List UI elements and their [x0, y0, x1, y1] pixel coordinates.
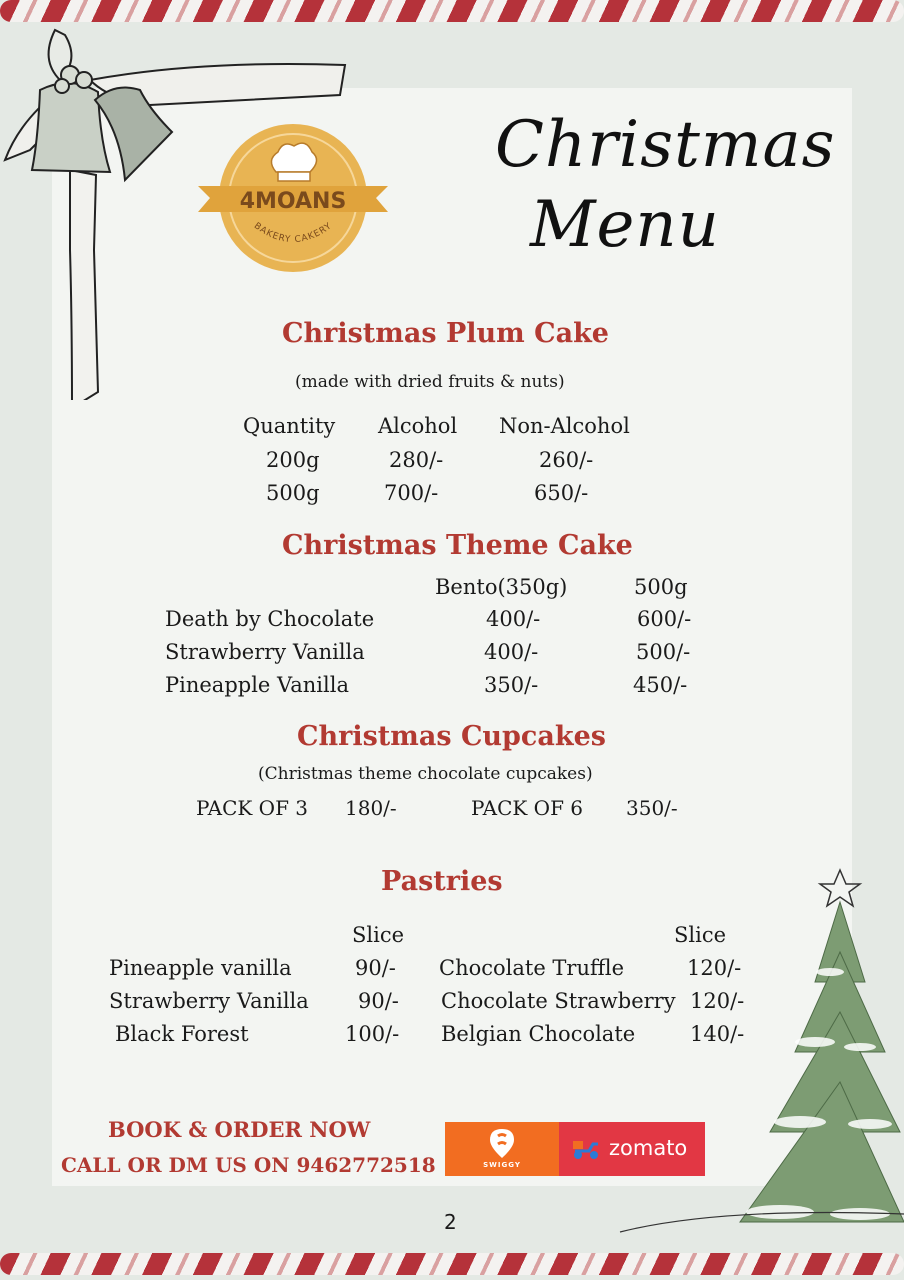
- scooter-icon: [571, 1138, 601, 1160]
- plum-row-nonalc: 650/-: [534, 481, 589, 505]
- logo-brand: 4MOANS: [239, 189, 347, 214]
- pastry-name: Strawberry Vanilla: [109, 989, 309, 1013]
- theme-item-bento: 400/-: [484, 640, 539, 664]
- christmas-tree-decoration: [600, 862, 904, 1242]
- cta-call-number: CALL OR DM US ON 9462772518: [61, 1153, 436, 1177]
- plum-header-nonalcohol: Non-Alcohol: [499, 414, 630, 438]
- swiggy-badge[interactable]: [445, 1122, 559, 1176]
- plum-header-quantity: Quantity: [243, 414, 336, 438]
- theme-item-name: Strawberry Vanilla: [165, 640, 365, 664]
- delivery-partners: [445, 1122, 705, 1176]
- theme-item-bento: 400/-: [486, 607, 541, 631]
- logo-tagline: BAKERY CAKERY: [251, 221, 335, 246]
- swiggy-icon: [488, 1127, 516, 1159]
- theme-item-500g: 500/-: [636, 640, 691, 664]
- theme-header-bento: Bento(350g): [435, 575, 568, 599]
- theme-heading: Christmas Theme Cake: [282, 530, 633, 561]
- cta-book-order: BOOK & ORDER NOW: [108, 1117, 371, 1142]
- pack-label: PACK OF 3: [196, 796, 309, 820]
- pastries-heading: Pastries: [381, 866, 503, 897]
- theme-item-name: Death by Chocolate: [165, 607, 375, 631]
- theme-item-bento: 350/-: [484, 673, 539, 697]
- title-line1: Christmas: [495, 108, 836, 182]
- pastry-name: Chocolate Truffle: [439, 956, 625, 980]
- pastries-slice-header: Slice: [674, 923, 727, 947]
- plum-row-alc: 700/-: [384, 481, 439, 505]
- plum-row-qty: 500g: [266, 481, 320, 505]
- theme-header-500g: 500g: [634, 575, 688, 599]
- theme-item-500g: 600/-: [637, 607, 692, 631]
- pastry-name: Belgian Chocolate: [441, 1022, 636, 1046]
- plum-note: (made with dried fruits & nuts): [295, 372, 565, 392]
- plum-header-alcohol: Alcohol: [378, 414, 458, 438]
- pack-price: 180/-: [345, 796, 397, 820]
- zomato-badge[interactable]: [559, 1122, 705, 1176]
- candy-stripe-top: [0, 0, 904, 22]
- pastry-name: Chocolate Strawberry: [441, 989, 676, 1013]
- theme-item-500g: 450/-: [633, 673, 688, 697]
- swiggy-label: SWIGGY: [483, 1161, 521, 1169]
- pastry-price: 120/-: [687, 956, 742, 980]
- plum-row-qty: 200g: [266, 448, 320, 472]
- cupcakes-heading: Christmas Cupcakes: [297, 721, 606, 752]
- pastry-name: Black Forest: [115, 1022, 249, 1046]
- pastries-slice-header: Slice: [352, 923, 405, 947]
- plum-row-alc: 280/-: [389, 448, 444, 472]
- plum-heading: Christmas Plum Cake: [282, 318, 609, 349]
- title-line2: Menu: [530, 188, 720, 262]
- page-number: 2: [444, 1210, 457, 1234]
- candy-stripe-bottom: [0, 1253, 904, 1275]
- pastry-price: 90/-: [358, 989, 399, 1013]
- cupcakes-note: (Christmas theme chocolate cupcakes): [258, 764, 593, 784]
- pastry-price: 140/-: [690, 1022, 745, 1046]
- pack-price: 350/-: [626, 796, 678, 820]
- theme-item-name: Pineapple Vanilla: [165, 673, 349, 697]
- pastry-price: 90/-: [355, 956, 396, 980]
- pastry-price: 100/-: [345, 1022, 400, 1046]
- plum-row-nonalc: 260/-: [539, 448, 594, 472]
- pack-label: PACK OF 6: [471, 796, 584, 820]
- pastry-price: 120/-: [690, 989, 745, 1013]
- bakery-logo: [198, 122, 388, 274]
- pastry-name: Pineapple vanilla: [109, 956, 292, 980]
- zomato-label: zomato: [609, 1136, 688, 1160]
